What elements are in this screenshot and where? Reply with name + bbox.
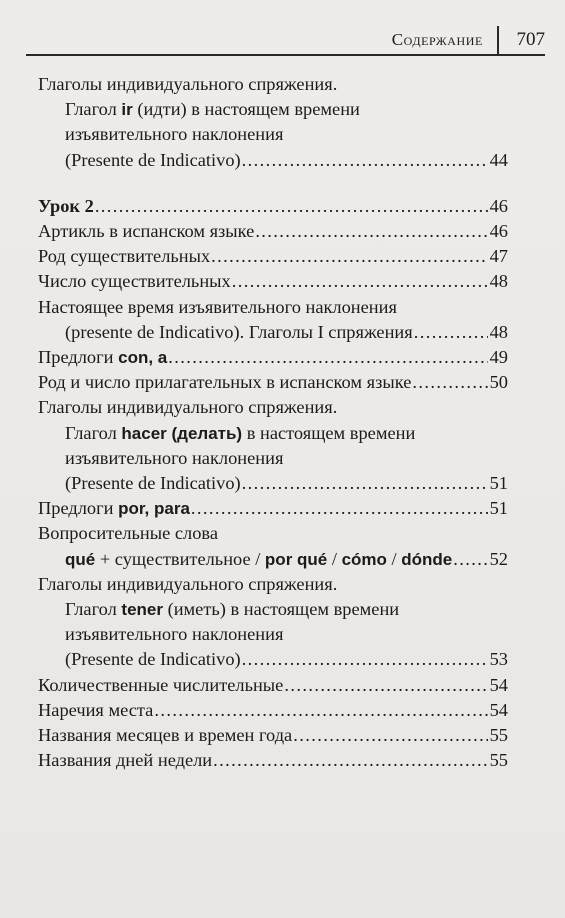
dot-leader	[414, 320, 488, 345]
toc-term: por, para	[118, 499, 190, 519]
toc-leader-line	[38, 244, 508, 269]
section-title: Содержание	[391, 30, 483, 49]
toc-page-number: 54	[489, 699, 508, 720]
toc-term: cómo	[341, 549, 387, 569]
toc-line	[38, 421, 508, 446]
toc-leader-line	[38, 496, 508, 521]
toc-page-number: 52	[489, 548, 508, 569]
toc-line: Глаголы индивидуального спряжения.	[38, 397, 338, 418]
toc-page-number: 48	[489, 271, 508, 292]
toc-text: в настоящем времени	[242, 422, 416, 443]
toc-text: (presente de Indicativo). Глаголы I спряжения	[65, 321, 413, 342]
page-number: 707	[516, 29, 545, 50]
toc-line	[38, 97, 508, 122]
dot-leader	[211, 244, 487, 269]
toc-text: Предлоги	[38, 347, 119, 368]
toc-leader-line	[38, 194, 508, 219]
toc-text: (Presente de Indicativo)	[65, 473, 241, 494]
toc-page-number: 44	[489, 149, 508, 170]
dot-leader	[213, 748, 487, 773]
toc-term: por qué	[264, 549, 328, 569]
toc-page-number: 48	[489, 321, 508, 342]
toc-line: изъявительного наклонения	[65, 624, 284, 645]
toc-term: qué	[65, 549, 96, 569]
toc-text: Род существительных	[38, 246, 211, 267]
toc-leader-line	[38, 269, 508, 294]
toc-page-number: 49	[489, 347, 508, 368]
toc-text: Наречия места	[38, 699, 154, 720]
dot-leader	[284, 673, 487, 698]
toc-text: Количественные числительные	[38, 674, 284, 695]
toc-leader-line	[38, 723, 508, 748]
toc-entry-adverbs-of-place[interactable]	[38, 698, 508, 723]
toc-entry-present-tense[interactable]	[38, 295, 508, 345]
toc-leader-line	[38, 370, 508, 395]
toc-leader-line	[38, 320, 508, 345]
dot-leader	[232, 269, 488, 294]
toc-term: tener	[121, 600, 163, 620]
toc-entry-noun-number[interactable]	[38, 269, 508, 294]
dot-leader	[168, 345, 487, 370]
toc-line: Настоящее время изъявительного наклонения	[38, 296, 397, 317]
toc-text: Глагол	[65, 599, 122, 620]
toc-page-number: 46	[489, 195, 508, 216]
toc-text: (иметь) в настоящем времени	[162, 599, 400, 620]
toc-text: Глагол	[65, 422, 122, 443]
toc-entry-prepositions-por-para[interactable]	[38, 496, 508, 521]
toc-line: Глаголы индивидуального спряжения.	[38, 573, 338, 594]
toc-entry-lesson-2[interactable]	[38, 194, 508, 219]
toc-text: /	[386, 548, 402, 569]
toc-text: (Presente de Indicativo)	[65, 149, 241, 170]
toc-entry-cardinal-numbers[interactable]	[38, 673, 508, 698]
toc-entry-months-seasons[interactable]	[38, 723, 508, 748]
toc-entry-days-of-week[interactable]	[38, 748, 508, 773]
toc-text: Число существительных	[38, 271, 231, 292]
toc-page-number: 47	[489, 246, 508, 267]
toc-text: Названия месяцев и времен года	[38, 725, 293, 746]
toc-leader-line	[38, 219, 508, 244]
toc-text	[38, 345, 167, 370]
toc-leader-line	[38, 148, 508, 173]
toc-text: Предлоги	[38, 498, 119, 519]
toc-page-number: 51	[489, 498, 508, 519]
toc-term: con, a	[118, 348, 168, 368]
toc-line: изъявительного наклонения	[65, 124, 284, 145]
toc-text: Род и число прилагательных в испанском языке	[38, 372, 412, 393]
running-header	[392, 26, 545, 54]
toc-leader-line	[38, 345, 508, 370]
toc-text	[38, 496, 190, 521]
toc-leader-line	[38, 698, 508, 723]
toc-line	[38, 597, 508, 622]
dot-leader	[242, 471, 488, 496]
dot-leader	[412, 370, 487, 395]
toc-text: + существительное /	[95, 548, 265, 569]
toc-page-number: 55	[489, 725, 508, 746]
toc-line: Вопросительные слова	[38, 523, 219, 544]
dot-leader	[191, 496, 488, 521]
toc-page-number: 51	[489, 473, 508, 494]
toc-entry-question-words[interactable]	[38, 521, 508, 571]
dot-leader	[242, 148, 488, 173]
toc-entry-ir[interactable]	[38, 72, 508, 173]
toc-page-number: 53	[489, 649, 508, 670]
header-rule	[26, 54, 545, 56]
toc-entry-article[interactable]	[38, 219, 508, 244]
dot-leader	[255, 219, 487, 244]
toc-line: Глаголы индивидуального спряжения.	[38, 74, 338, 94]
toc-text: (Presente de Indicativo)	[65, 649, 241, 670]
toc-leader-line	[38, 547, 508, 572]
toc-leader-line	[38, 471, 508, 496]
toc-text: (идти) в настоящем времени	[132, 99, 360, 120]
toc-leader-line	[38, 647, 508, 672]
toc-text	[65, 547, 452, 572]
toc-entry-prepositions-con-a[interactable]	[38, 345, 508, 370]
dot-leader	[95, 194, 488, 219]
toc-leader-line	[38, 748, 508, 773]
toc-text: /	[327, 548, 342, 569]
dot-leader	[293, 723, 487, 748]
toc-term: dónde	[401, 549, 453, 569]
toc-text: Названия дней недели	[38, 750, 213, 771]
toc-entry-tener[interactable]	[38, 572, 508, 673]
toc-page-number: 55	[489, 750, 508, 771]
toc-entry-noun-gender[interactable]	[38, 244, 508, 269]
toc-page-number: 50	[489, 372, 508, 393]
toc-entry-adjectives[interactable]	[38, 370, 508, 395]
toc-text: Глагол	[65, 99, 122, 120]
table-of-contents	[38, 72, 508, 773]
toc-line: изъявительного наклонения	[65, 447, 284, 468]
toc-lesson-title: Урок 2	[38, 195, 94, 216]
dot-leader	[242, 647, 488, 672]
toc-text: Артикль в испанском языке	[38, 221, 255, 242]
toc-leader-line	[38, 673, 508, 698]
toc-term: ir	[121, 100, 133, 120]
dot-leader	[154, 698, 487, 723]
toc-page-number: 46	[489, 221, 508, 242]
toc-term: hacer (делать)	[121, 423, 243, 443]
toc-entry-hacer[interactable]	[38, 395, 508, 496]
dot-leader	[453, 547, 487, 572]
toc-page-number: 54	[489, 674, 508, 695]
